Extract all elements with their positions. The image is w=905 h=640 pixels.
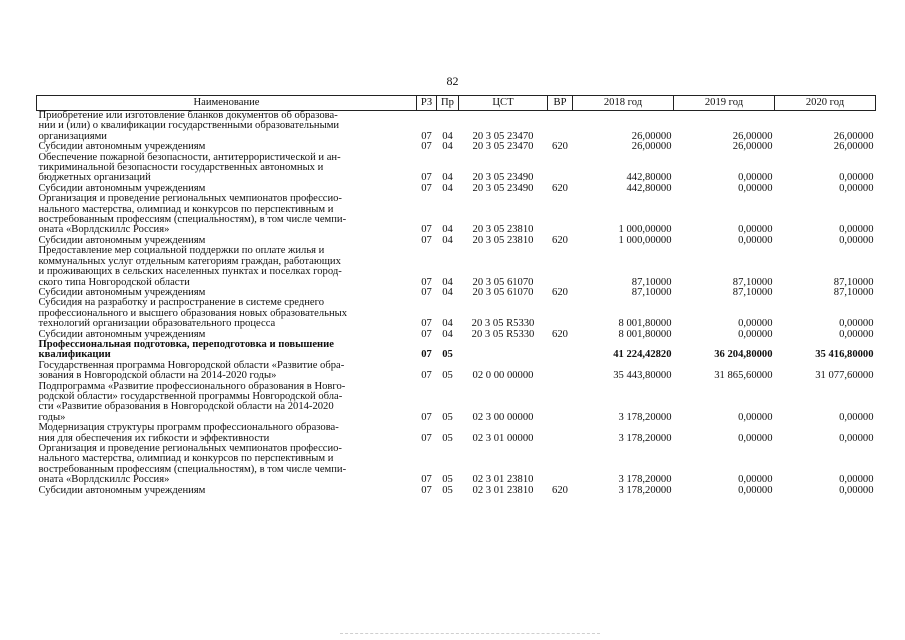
cell-2019: 0,00000: [738, 172, 773, 184]
cell-vr: [548, 111, 573, 143]
cell-name: Организация и проведение региональных чемпионатов профессио- нального мастерства, олимпиад и конкурсов по перспективным и востребованным профессиям (специальностям), в том числе чемпи- оната «Ворлдскиллс Россия»: [38, 193, 347, 236]
cell-cst: 02 3 01 23810: [472, 484, 534, 496]
cell-name: Приобретение или изготовление бланков документов об образова- нии и (или) о квалификации государственными образовательными организациями: [38, 110, 340, 142]
cell-rz: 07: [421, 234, 432, 246]
cell-2020: 35 416,80000: [815, 349, 874, 361]
cell-rz: 07: [421, 349, 432, 361]
cell-rz: 07: [421, 432, 432, 444]
cell-vr: 620: [552, 141, 568, 153]
cell-cst: 20 3 05 61070: [472, 276, 534, 288]
cell-name: Предоставление мер социальной поддержки по оплате жилья и коммунальных услуг отдельным категориям граждан, работающих и проживающих в сельских населенных пунктах и поселках город- ского типа Новгородской области: [38, 245, 342, 288]
cell-rz: 07: [421, 130, 432, 142]
table-row: [37, 423, 876, 444]
column-header-pr: Пр: [437, 96, 459, 111]
cell-name: Субсидия на разработку и распространение в системе среднего профессионального и высшего образования новых образовательных технологий организации образовательного процесса: [38, 297, 348, 330]
table-row: [37, 444, 876, 486]
column-header-2018: 2018 год: [573, 96, 674, 111]
cell-cst: 20 3 05 23490: [472, 172, 534, 184]
column-header-vr: ВР: [548, 96, 573, 111]
cell-vr: 620: [552, 484, 568, 496]
cell-rz: 07: [421, 370, 432, 382]
cell-2020: 0,00000: [839, 224, 874, 236]
cell-2018: 8 001,80000: [618, 318, 672, 330]
cell-2019: 0,00000: [738, 234, 773, 246]
cell-2018: 3 178,20000: [618, 484, 672, 496]
cell-2019: 0,00000: [738, 411, 773, 423]
cell-2018: 87,10000: [631, 286, 672, 298]
cell-name: Субсидии автономным учреждениям: [38, 182, 206, 194]
cell-pr: 05: [442, 432, 453, 444]
cell-2020: 0,00000: [839, 411, 874, 423]
cell-vr: [548, 298, 573, 329]
cell-name: Подпрограмма «Развитие профессионального образования в Новго- родской области» государственной программы Новгородской обла- сти «Развитие образования в Новгородской области на 2014-2020 годы»: [38, 380, 346, 423]
cell-vr: [548, 153, 573, 184]
cell-vr: 620: [552, 328, 568, 340]
cell-2019: 31 865,60000: [714, 370, 773, 382]
cell-cst: 20 3 05 R5330: [471, 328, 535, 340]
cell-pr: 05: [442, 484, 453, 496]
cell-vr: [548, 382, 573, 424]
cell-cst: 20 3 05 23470: [472, 141, 534, 153]
cell-vr: [548, 444, 573, 486]
cell-2020: 87,10000: [833, 286, 874, 298]
cell-rz: 07: [421, 276, 432, 288]
cell-name: Организация и проведение региональных чемпионатов профессио- нального мастерства, олимпиад и конкурсов по перспективным и востребованным профессиям (специальностям), в том числе чемпи- оната «Ворлдскиллс Россия»: [38, 443, 347, 486]
cell-2019: 0,00000: [738, 474, 773, 486]
table-row: [37, 298, 876, 329]
cell-rz: 07: [421, 411, 432, 423]
cell-2020: 87,10000: [833, 276, 874, 288]
cell-2018: 3 178,20000: [618, 432, 672, 444]
cell-2019: 87,10000: [732, 286, 773, 298]
cell-name: Профессиональная подготовка, переподготовка и повышение квалификации: [38, 338, 334, 361]
table-row: [37, 194, 876, 236]
cell-vr: [548, 423, 573, 444]
cell-2018: 1 000,00000: [618, 234, 672, 246]
cell-2020: 0,00000: [839, 328, 874, 340]
cell-2018: 442,80000: [626, 172, 672, 184]
cell-rz: 07: [421, 224, 432, 236]
cell-name: Субсидии автономным учреждениям: [38, 141, 206, 153]
cell-vr: [548, 361, 573, 382]
budget-table: [36, 95, 876, 496]
cell-cst: 02 3 01 23810: [472, 474, 534, 486]
cell-2018: 3 178,20000: [618, 411, 672, 423]
cell-rz: 07: [421, 172, 432, 184]
cell-2018: 35 443,80000: [613, 370, 672, 382]
cell-name: Субсидии автономным учреждениям: [38, 328, 206, 340]
column-header-name: Наименование: [37, 96, 417, 111]
cell-2020: 31 077,60000: [815, 370, 874, 382]
column-header-2020: 2020 год: [775, 96, 876, 111]
cell-2018: 8 001,80000: [618, 328, 672, 340]
cell-2019: 26,00000: [732, 130, 773, 142]
cell-cst: [459, 340, 548, 361]
cell-2019: 0,00000: [738, 432, 773, 444]
cell-cst: 02 3 01 00000: [472, 432, 534, 444]
cell-pr: 05: [442, 411, 453, 423]
cell-2020: 0,00000: [839, 172, 874, 184]
cell-2018: 87,10000: [631, 276, 672, 288]
cell-cst: 20 3 05 61070: [472, 286, 534, 298]
table-row: [37, 246, 876, 288]
cell-name: Субсидии автономным учреждениям: [38, 484, 206, 496]
cell-cst: 20 3 05 23810: [472, 224, 534, 236]
cell-name: Обеспечение пожарной безопасности, антитеррористической и ан- тикриминальной безопасности государственных автономных и бюджетных организаций: [38, 151, 341, 184]
cell-2019: 36 204,80000: [714, 349, 773, 361]
cell-pr: 04: [442, 172, 453, 184]
cell-vr: [548, 194, 573, 236]
table-header-row: [37, 96, 876, 111]
cell-name: Государственная программа Новгородской области «Развитие обра- зования в Новгородской области на 2014-2020 годы»: [38, 359, 345, 382]
cell-vr: [548, 246, 573, 288]
cell-pr: 05: [442, 370, 453, 382]
cell-vr: 620: [552, 182, 568, 194]
cell-2020: 0,00000: [839, 484, 874, 496]
cell-pr: 04: [442, 276, 453, 288]
table-row: [37, 340, 876, 361]
table-row: [37, 111, 876, 143]
cell-pr: 04: [442, 328, 453, 340]
cell-name: Модернизация структуры программ профессионального образова- ния для обеспечения их гибкости и эффективности: [38, 422, 339, 444]
cell-cst: 20 3 05 R5330: [471, 318, 535, 330]
cell-rz: 07: [421, 484, 432, 496]
table-row: [37, 382, 876, 424]
table-row: [37, 153, 876, 184]
cell-name: Субсидии автономным учреждениям: [38, 234, 206, 246]
cell-cst: 02 0 00 00000: [472, 370, 534, 382]
cell-2018: 1 000,00000: [618, 224, 672, 236]
cell-2019: 0,00000: [738, 328, 773, 340]
cell-pr: 04: [442, 182, 453, 194]
cell-pr: 05: [442, 349, 453, 361]
cell-pr: 04: [442, 130, 453, 142]
cell-vr: 620: [552, 286, 568, 298]
cell-rz: 07: [421, 286, 432, 298]
cell-2018: 26,00000: [631, 141, 672, 153]
column-header-rz: РЗ: [417, 96, 437, 111]
cell-pr: 04: [442, 286, 453, 298]
cell-2020: 26,00000: [833, 141, 874, 153]
cell-rz: 07: [421, 328, 432, 340]
cell-2019: 0,00000: [738, 224, 773, 236]
cell-2019: 26,00000: [732, 141, 773, 153]
cell-2018: 26,00000: [631, 130, 672, 142]
cell-cst: 02 3 00 00000: [472, 411, 534, 423]
cell-pr: 05: [442, 474, 453, 486]
cell-cst: 20 3 05 23470: [472, 130, 534, 142]
cell-pr: 04: [442, 141, 453, 153]
column-header-cst: ЦСТ: [459, 96, 548, 111]
cell-pr: 04: [442, 224, 453, 236]
cell-rz: 07: [421, 141, 432, 153]
table-row: [37, 486, 876, 496]
cell-vr: 620: [552, 234, 568, 246]
cell-2020: 0,00000: [839, 234, 874, 246]
cell-2019: 0,00000: [738, 484, 773, 496]
cell-2018: 41 224,42820: [613, 349, 672, 361]
page-number: 82: [446, 74, 459, 88]
cell-vr: [548, 340, 573, 361]
cell-2020: 26,00000: [833, 130, 874, 142]
cell-cst: 20 3 05 23490: [472, 182, 534, 194]
cell-2020: 0,00000: [839, 318, 874, 330]
cell-2018: 442,80000: [626, 182, 672, 194]
cell-2020: 0,00000: [839, 182, 874, 194]
scan-artifact-line: [340, 633, 600, 636]
cell-pr: 04: [442, 234, 453, 246]
cell-rz: 07: [421, 182, 432, 194]
cell-2019: 87,10000: [732, 276, 773, 288]
cell-rz: 07: [421, 474, 432, 486]
cell-pr: 04: [442, 318, 453, 330]
cell-rz: 07: [421, 318, 432, 330]
cell-name: Субсидии автономным учреждениям: [38, 286, 206, 298]
cell-2019: 0,00000: [738, 318, 773, 330]
cell-2020: 0,00000: [839, 474, 874, 486]
table-row: [37, 361, 876, 382]
cell-2019: 0,00000: [738, 182, 773, 194]
cell-2020: 0,00000: [839, 432, 874, 444]
cell-cst: 20 3 05 23810: [472, 234, 534, 246]
cell-2018: 3 178,20000: [618, 474, 672, 486]
column-header-2019: 2019 год: [674, 96, 775, 111]
